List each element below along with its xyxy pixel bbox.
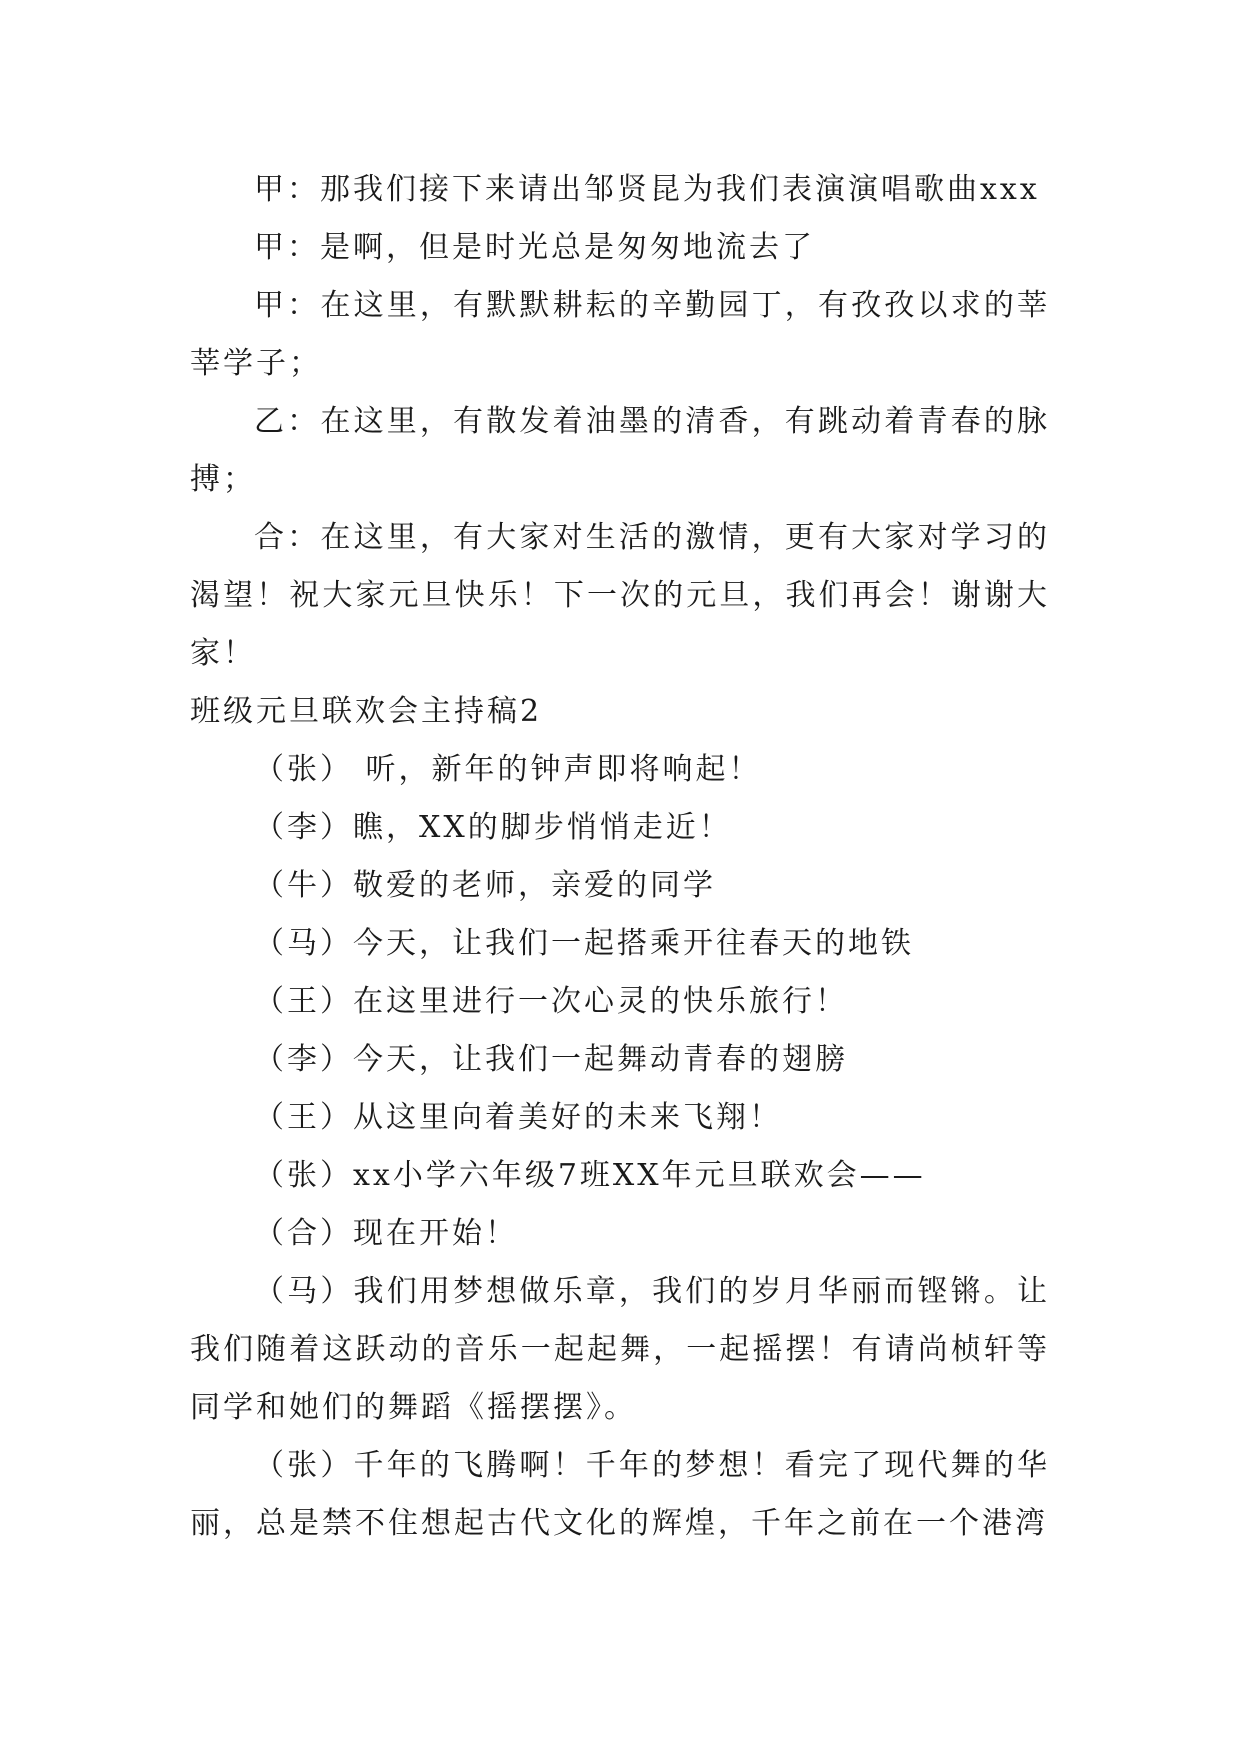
dialogue-paragraph: 合：在这里，有大家对生活的激情，更有大家对学习的渴望！祝大家元旦快乐！下一次的元旦，我们再会！谢谢大家！ [190, 520, 1050, 671]
section-title: 班级元旦联欢会主持稿2 [190, 694, 543, 729]
dialogue-paragraph: （李）瞧，XX的脚步悄悄走近！ [254, 810, 732, 845]
dialogue-paragraph: （牛）敬爱的老师，亲爱的同学 [254, 868, 716, 903]
dialogue-paragraph: （王）从这里向着美好的未来飞翔！ [254, 1100, 782, 1135]
dialogue-paragraph: （合）现在开始！ [254, 1216, 518, 1251]
dialogue-paragraph: （李）今天，让我们一起舞动青春的翅膀 [254, 1042, 848, 1077]
dialogue-paragraph: 甲：那我们接下来请出邹贤昆为我们表演演唱歌曲xxx [254, 172, 1040, 207]
dialogue-paragraph: （马）我们用梦想做乐章，我们的岁月华丽而铿锵。让我们随着这跃动的音乐一起起舞，一起摇摆！有请尚桢轩等同学和她们的舞蹈《摇摆摆》。 [190, 1274, 1050, 1425]
dialogue-paragraph: 甲：在这里，有默默耕耘的辛勤园丁，有孜孜以求的莘莘学子； [190, 288, 1050, 381]
dialogue-paragraph: （张）xx小学六年级7班XX年元旦联欢会—— [254, 1158, 926, 1193]
dialogue-paragraph: （张）千年的飞腾啊！千年的梦想！看完了现代舞的华丽，总是禁不住想起古代文化的辉煌，千年之前在一个港湾 [190, 1448, 1050, 1541]
dialogue-paragraph: 甲：是啊，但是时光总是匆匆地流去了 [254, 230, 815, 265]
dialogue-paragraph: 乙：在这里，有散发着油墨的清香，有跳动着青春的脉搏； [190, 404, 1050, 497]
dialogue-paragraph: （王）在这里进行一次心灵的快乐旅行！ [254, 984, 848, 1019]
document-body [190, 161, 1050, 1553]
dialogue-paragraph: （张） 听，新年的钟声即将响起！ [254, 752, 762, 787]
dialogue-paragraph: （马）今天，让我们一起搭乘开往春天的地铁 [254, 926, 914, 961]
